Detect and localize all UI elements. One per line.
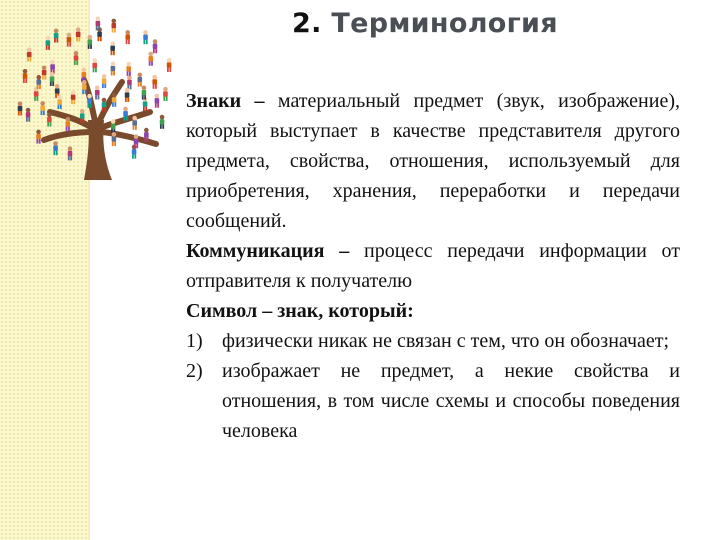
definition-text: процесс передачи информации от отправителя к получателю [186, 240, 681, 292]
list-item [186, 356, 680, 446]
list-item-text: физически никак не связан с тем, что он обозначает; [222, 330, 670, 352]
term-communication: Коммуникация [186, 240, 325, 262]
symbol-list [186, 326, 680, 446]
term-dash: – [254, 90, 265, 112]
title-number: 2. [292, 8, 322, 39]
list-item-text: изображает не предмет, а некие свойства и отношения, в том числе схемы и способы поведения человека [222, 360, 680, 442]
definition-signs [186, 86, 680, 236]
term-signs: Знаки [186, 90, 242, 112]
symbol-heading: Символ – знак, который: [186, 300, 414, 322]
main-content [186, 86, 680, 446]
definition-text: материальный предмет (звук, изображение), который выступает в качестве представителя другого предмета, свойства, отношения, используемый для приобретения, хранения, переработки и передачи сообщений. [186, 90, 680, 232]
definition-communication [186, 236, 680, 296]
list-item [186, 326, 680, 356]
list-marker: 1) [186, 330, 203, 352]
page-title [292, 8, 558, 39]
term-dash: – [339, 240, 350, 262]
list-marker: 2) [186, 360, 203, 382]
people-tree-icon [10, 8, 186, 180]
title-text: Терминология [331, 8, 558, 39]
